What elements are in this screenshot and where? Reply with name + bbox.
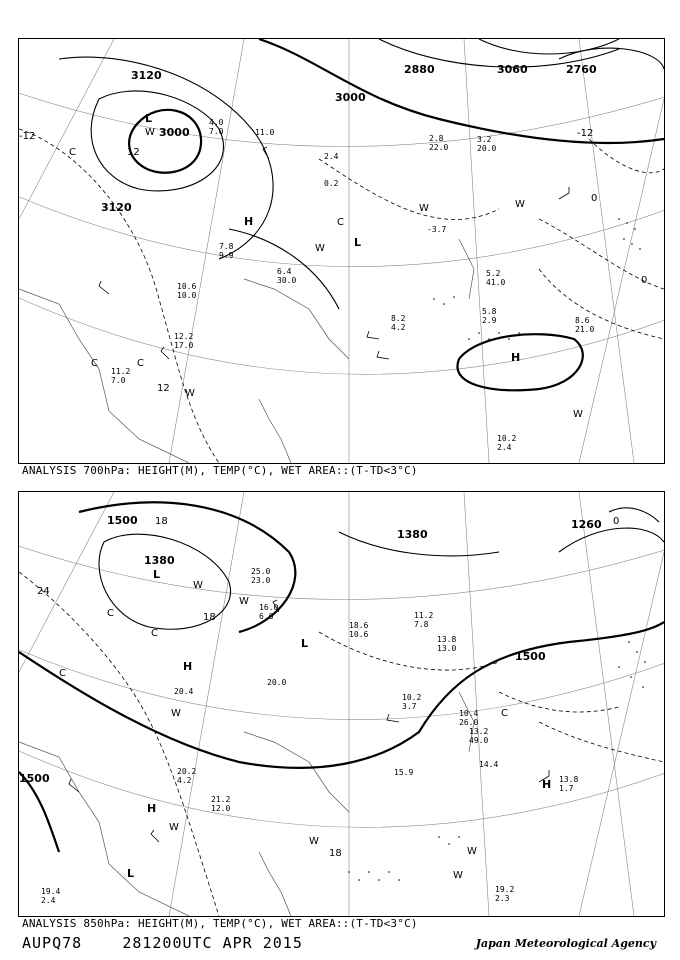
map-panel-700hpa [18, 38, 665, 464]
low-center: L [354, 236, 362, 249]
station-value: 10.4 [459, 709, 479, 718]
warm-center: W [169, 822, 179, 833]
temp-label: -12 [19, 131, 36, 142]
station-value: 6.4 [277, 267, 292, 276]
low-center: L [145, 112, 153, 125]
height-label: 1380 [397, 528, 428, 541]
coastlines [19, 239, 474, 463]
station-value: 49.0 [469, 736, 489, 745]
coastlines [19, 692, 474, 916]
high-center: H [147, 802, 157, 815]
station-value: 8.2 [391, 314, 406, 323]
station-value: 13.0 [437, 644, 457, 653]
height-label: 3120 [101, 201, 132, 214]
station-value: 22.0 [429, 143, 449, 152]
station-value: 14.4 [479, 760, 499, 769]
high-center: H [244, 215, 254, 228]
station-value: 13.8 [559, 775, 579, 784]
temperature-labels [19, 128, 647, 394]
panel-caption-700hpa: ANALYSIS 700hPa: HEIGHT(M), TEMP(°C), WET AREA::(T-TD<3°C) [22, 464, 418, 477]
station-plots [41, 567, 578, 905]
warm-center: W [145, 127, 155, 138]
high-center: H [511, 351, 521, 364]
height-label: 1500 [19, 772, 50, 785]
station-value: 7.8 [219, 242, 234, 251]
station-value: 11.2 [111, 367, 131, 376]
station-value: 1.7 [559, 784, 574, 793]
station-value: 20.0 [267, 678, 287, 687]
station-value: 2.4 [324, 152, 339, 161]
station-value: 2.8 [429, 134, 444, 143]
warm-center: W [515, 199, 525, 210]
station-value: 2.4 [497, 443, 512, 452]
warm-center: W [315, 243, 325, 254]
height-contours [19, 502, 664, 852]
station-value: 3.2 [477, 135, 492, 144]
station-value: 26.0 [459, 718, 479, 727]
map-700hpa-chart [19, 39, 664, 463]
station-value: 5.8 [482, 307, 497, 316]
station-value: 17.0 [174, 341, 194, 350]
station-value: 21.2 [211, 795, 231, 804]
warm-center: W [467, 846, 477, 857]
station-value: 11.2 [414, 611, 434, 620]
station-value: 5.2 [486, 269, 501, 278]
temp-label: 12 [127, 147, 140, 158]
temp-label: 0 [641, 275, 648, 286]
station-value: 11.0 [255, 128, 275, 137]
station-value: 4.2 [391, 323, 406, 332]
chart-code-and-time [22, 934, 303, 952]
height-label: 1380 [144, 554, 175, 567]
station-value: 18.6 [349, 621, 369, 630]
agency-credit: Japan Meteorological Agency [475, 937, 656, 950]
warm-center: W [185, 388, 195, 399]
temp-label: 0 [591, 193, 598, 204]
station-value: 20.2 [177, 767, 197, 776]
height-label: 3120 [131, 69, 162, 82]
station-value: 16.0 [259, 603, 279, 612]
cold-center: C [107, 608, 114, 619]
station-value: 10.6 [349, 630, 369, 639]
station-value: 8.6 [575, 316, 590, 325]
chart-code: AUPQ78 [22, 934, 83, 952]
station-value: 30.0 [277, 276, 297, 285]
warm-center: W [419, 203, 429, 214]
station-value: 2.3 [495, 894, 510, 903]
station-value: 20.4 [174, 687, 194, 696]
temp-label: 18 [155, 516, 168, 527]
station-value: 7.0 [209, 127, 224, 136]
station-value: 6.6 [259, 612, 274, 621]
map-850hpa-chart [19, 492, 664, 916]
map-panel-850hpa [18, 491, 665, 917]
station-value: 4.0 [209, 118, 224, 127]
height-label: 3000 [159, 126, 190, 139]
station-value: 41.0 [486, 278, 506, 287]
station-value: -3.7 [427, 225, 447, 234]
station-value: 4.2 [177, 776, 192, 785]
warm-center: W [453, 870, 463, 881]
cold-center: C [91, 358, 98, 369]
station-value: 10.0 [177, 291, 197, 300]
low-center: L [153, 568, 161, 581]
low-center: L [127, 867, 135, 880]
cold-center: C [151, 628, 158, 639]
height-label: 3000 [335, 91, 366, 104]
panel-caption-850hpa: ANALYSIS 850hPa: HEIGHT(M), TEMP(°C), WET AREA::(T-TD<3°C) [22, 917, 418, 930]
high-center: H [542, 778, 552, 791]
cold-center: C [337, 217, 344, 228]
cold-center: C [137, 358, 144, 369]
height-label: 3060 [497, 63, 528, 76]
station-value: 15.9 [394, 768, 414, 777]
cold-center: C [59, 668, 66, 679]
station-value: 10.2 [402, 693, 422, 702]
station-value: 10.6 [177, 282, 197, 291]
isotherms [19, 572, 664, 916]
station-value: 7.0 [111, 376, 126, 385]
height-label: 2880 [404, 63, 435, 76]
height-labels [19, 514, 602, 785]
station-value: 23.0 [251, 576, 271, 585]
station-value: 12.0 [211, 804, 231, 813]
warm-center: W [573, 409, 583, 420]
station-value: 13.8 [437, 635, 457, 644]
station-value: 13.2 [469, 727, 489, 736]
station-value: 7.8 [414, 620, 429, 629]
isotherms [19, 129, 664, 463]
warm-center: W [239, 596, 249, 607]
wet-area-stipple [433, 218, 641, 340]
height-label: 1500 [515, 650, 546, 663]
station-value: 3.7 [402, 702, 417, 711]
temp-label: -12 [577, 128, 594, 139]
station-value: 20.0 [477, 144, 497, 153]
station-value: 2.9 [482, 316, 497, 325]
station-value: 19.2 [495, 885, 515, 894]
temp-label: 18 [329, 848, 342, 859]
temp-label: 12 [157, 383, 170, 394]
station-value: 19.4 [41, 887, 61, 896]
warm-center: W [309, 836, 319, 847]
cold-center: C [69, 147, 76, 158]
cold-center: C [501, 708, 508, 719]
height-label: 1260 [571, 518, 602, 531]
warm-center: W [171, 708, 181, 719]
station-value: 2.4 [41, 896, 56, 905]
height-label: 2760 [566, 63, 597, 76]
temp-label: 24 [37, 586, 50, 597]
station-value: 12.2 [174, 332, 194, 341]
high-center: H [183, 660, 193, 673]
valid-time: 281200UTC APR 2015 [122, 934, 303, 952]
warm-center: W [193, 580, 203, 591]
station-value: 25.0 [251, 567, 271, 576]
temp-label: 0 [613, 516, 620, 527]
station-value: 0.2 [324, 179, 339, 188]
station-value: 10.2 [497, 434, 517, 443]
temperature-labels [37, 516, 619, 859]
temp-label: 18 [203, 612, 216, 623]
station-value: 21.0 [575, 325, 595, 334]
height-label: 1500 [107, 514, 138, 527]
low-center: L [301, 637, 309, 650]
station-value: 9.9 [219, 251, 234, 260]
